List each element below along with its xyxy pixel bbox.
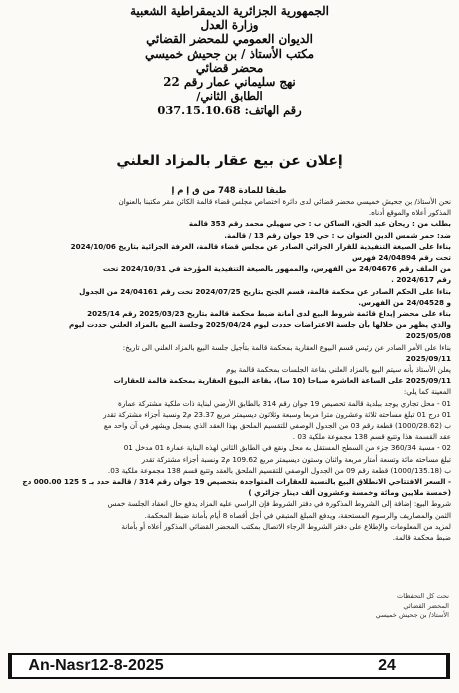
- footer-spacer: [180, 655, 328, 677]
- body-line: 2025/09/11: [405, 353, 451, 363]
- body-line: ضد: حمر شمس الدين العنوان ب : حي 19 جوان رقم 13 / قالمة.: [224, 230, 451, 240]
- letterhead-line-floor: الطابق الثاني/: [196, 89, 263, 104]
- body-line: 01 - محل تجاري يوجد ببلدية قالمة تحصيص 19 جوان رقم 314 بالطابق الأرضي لبناية ذات ملكية مشتركة عمارة: [118, 398, 451, 408]
- body-line: من الملف رقم 24/04676 من الفهرس، والممهور بالصيغة التنفيذية المؤرخة في 2024/10/31 تحت: [102, 264, 451, 274]
- body-line: بناءا على الأمر الصادر عن رئيس قسم البيوع العقارية بمحكمة قالمة بتأجيل جلسة البيع بالمزاد العلني الى تاريخ:: [122, 342, 451, 352]
- page-number: 24: [328, 655, 448, 677]
- letterhead: [0, 4, 459, 118]
- body-line: (خمسة ملايين ومائة وخمسة وعشرون ألف دينار جزائري ): [248, 488, 451, 498]
- body-line: بناءا على الصيغة التنفيذية للقرار الجزائي الصادر عن مجلس قضاء قالمة، الغرفة الجزائية بتاريخ 2024/10/06: [70, 241, 451, 251]
- letterhead-line-ministry: وزارة العدل: [200, 18, 259, 33]
- letterhead-line-title: محضر قضائي: [195, 60, 264, 75]
- body-line: بناء على محضر إيداع قائمة شروط البيع لدى أمانة ضبط محكمة قالمة بتاريخ 2025/03/23 رقم 2025/14: [87, 309, 451, 319]
- signature-line-role: المحضر القضائي: [403, 601, 449, 610]
- letterhead-line-phone: رقم الهاتف: 037.15.10.68: [157, 103, 302, 118]
- signature-line-name: الأستاذ/ بن جحيش خميسي: [375, 611, 449, 620]
- notice-body: [7, 184, 451, 543]
- body-line: الثمن والمصاريف والرسوم المستحقة، ويدفع المبلغ المتبقي في أجل أقصاه 8 أيام بأمانة ضبط المحكمة.: [144, 510, 451, 520]
- letterhead-line-bailiff-office: مكتب الأستاذ / بن جحيش خميسي: [145, 46, 314, 61]
- body-line: تبلغ مساحته مائة وتسعة أمتار مربعة واثنان وستون ديسيمتر مربع 109.62 م2 ونسبة أجزاء مشتركة تقدر: [141, 454, 451, 464]
- body-line: - السعر الافتتاحي الانطلاق البيع بالنسبة للعقارات المتواجدة بتحصيص 19 جوان رقم 314 / قالمة حدد بـ 5 125 000.00 دج: [22, 477, 451, 487]
- publication-code: An-Nasr12-8-2025: [10, 655, 180, 677]
- notice-headline: إعلان عن بيع عقار بالمزاد العلني: [116, 153, 343, 169]
- bailiff-signature-block: [376, 592, 449, 621]
- body-line: بناءا على الحكم الصادر عن محكمة قالمة، قسم الجنح بتاريخ 2024/07/25 تحت رقم 24/04161 من الجدول: [79, 286, 451, 296]
- letterhead-line-republic: الجمهورية الجزائرية الديمقراطية الشعبية: [130, 4, 329, 18]
- body-line: 2025/05/08: [405, 331, 451, 341]
- body-line: ب (1000/28.62) قطعة رقم 03 من الجدول الوصفي للتقسيم الملحق بهذا العقد الذي يسجل ويشهر في آن واحد مع: [103, 421, 451, 431]
- body-line: والذي يظهر من خلالها بأن جلسة الاعتراضات حددت ليوم 2025/04/24 وجلسة البيع بالمزاد العلني حددت ليوم: [69, 320, 451, 330]
- body-line: لمزيد من المعلومات والإطلاع على دفتر الشروط الرجاء الاتصال بمكتب المحضر القضائي المذكور أعلاه أو بأمانة: [121, 521, 451, 531]
- body-line: نحن الأستاذ/ بن جحيش خميسي محضر قضائي لدى دائرة اختصاص مجلس قضاء قالمة الكائن مقر مكتبنا بالعنوان: [118, 197, 451, 206]
- body-line: ضبط محكمة قالمة.: [392, 533, 451, 543]
- body-line: ب (1000/135.18) قطعة رقم 09 من الجدول الوصفي للتقسيم الملحق بالعقد وتتبع قسم 138 مجموعة ملكية 03.: [107, 465, 451, 475]
- body-line: بطلب من : ريحان عبد الحق، الساكن ب : حي سهيلي محمد رقم 353 قالمة: [188, 219, 451, 229]
- body-line: المعينة كما يلي:: [403, 387, 451, 397]
- body-line: عقد القسمة هذا وتتبع قسم 138 مجموعة ملكية 03 .: [292, 432, 451, 442]
- body-line: 01 درج 01 تبلغ مساحته ثلاثة وعشرون مترا مربعا وسبعة وثلاثون ديسيمتر مربع 23.37 م2 ونسبة أجزاء مشتركة تقدر: [103, 409, 451, 419]
- body-line: رقم 2024/617 .: [391, 275, 451, 285]
- letterhead-line-office: الديوان العمومي للمحضر القضائي: [146, 32, 313, 47]
- body-line: المذكور أعلاه والموقع أدناه.: [368, 208, 451, 218]
- body-line: تحت رقم 24/04894 فهرس: [352, 253, 451, 263]
- newspaper-footer: [8, 653, 450, 679]
- letterhead-line-street: نهج سليماني عمار رقم 22: [163, 75, 296, 90]
- body-line: و 24/04528 من الفهرس.: [358, 297, 451, 307]
- body-line: 02 - مسبة 360/34 جزء من السطح المستقل به محل ونقع في الطابق الثاني لهذه البناية عمارة 01 مدخل 01: [123, 443, 451, 453]
- body-line: 2025/09/11 على الساعة العاشرة صباحا (10 سا)، بقاعة البيوع العقارية بمحكمة قالمة للعقارات: [113, 376, 451, 386]
- body-line: شروط البيع: إضافة إلى الشروط المذكورة في دفتر الشروط فإن الراسي عليه المزاد يدفع حال انعقاد الجلسة خمس: [107, 499, 451, 509]
- legal-article-reference: طبقا للمادة 748 من ق إ م إ: [171, 185, 287, 195]
- signature-line-reservations: نحت كل التحفظات: [397, 592, 449, 600]
- body-line: يعلن الأستاذ بأنه سيتم البيع بالمزاد العلني بقاعة الجلسات بمحكمة قالمة يوم: [226, 365, 451, 375]
